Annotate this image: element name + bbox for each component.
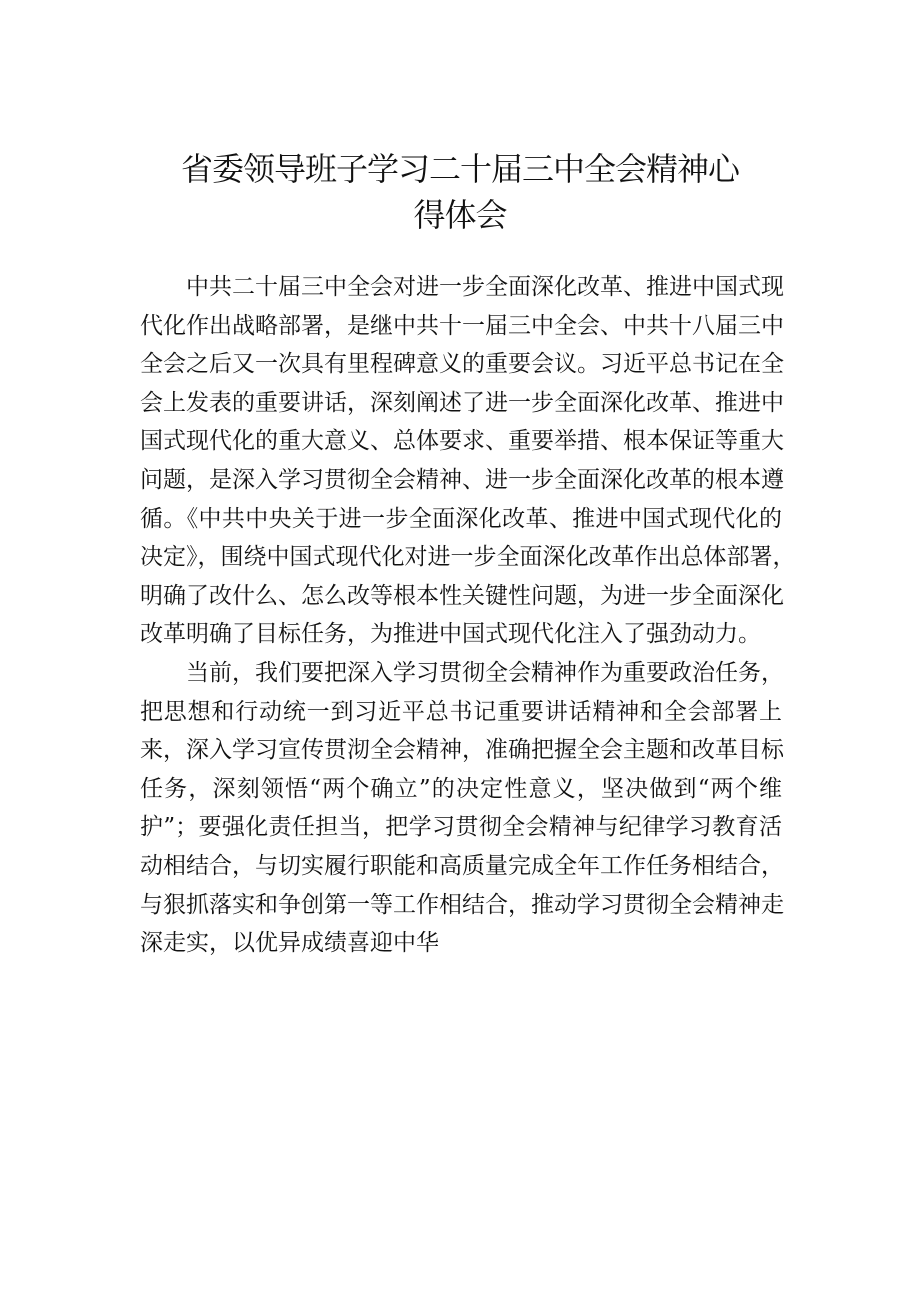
text-line: 中共二十届三中全会对进一步全面深化改革、推进中国式现 (186, 274, 784, 300)
text-line: 循。《中共中央关于进一步全面深化改革、推进中国式现代化的 (140, 505, 782, 532)
paragraph-1 (140, 268, 796, 654)
text-line: 全会之后又一次具有里程碑意义的重要会议。习近平总书记在全 (140, 351, 784, 378)
text-line: 决定》，围绕中国式现代化对进一步全面深化改革作出总体部署， (140, 544, 796, 571)
title-line: 省委领导班子学习二十届三中全会精神心 (180, 150, 739, 188)
text-line: 任务，深刻领悟“两个确立”的决定性意义，坚决做到“两个维 (140, 775, 782, 802)
text-line: 当前，我们要把深入学习贯彻全会精神作为重要政治任务， (186, 659, 784, 686)
text-line: 动相结合，与切实履行职能和高质量完成全年工作任务相结合， (140, 852, 784, 879)
text-line: 改革明确了目标任务，为推进中国式现代化注入了强劲动力。 (140, 621, 761, 648)
text-line: 代化作出战略部署，是继中共十一届三中全会、中共十八届三中 (140, 312, 784, 339)
text-line: 护”；要强化责任担当，把学习贯彻全会精神与纪律学习教育活 (140, 814, 782, 841)
text-line: 问题，是深入学习贯彻全会精神、进一步全面深化改革的根本遵 (140, 466, 784, 493)
document-body (140, 268, 796, 963)
text-line: 与狠抓落实和争创第一等工作相结合，推动学习贯彻全会精神走 (140, 891, 784, 918)
document-title (140, 146, 780, 238)
text-line: 把思想和行动统一到习近平总书记重要讲话精神和全会部署上 (140, 698, 782, 725)
title-line: 得体会 (413, 196, 507, 234)
text-line: 会上发表的重要讲话，深刻阐述了进一步全面深化改革、推进中 (140, 389, 784, 416)
text-line: 来，深入学习宣传贯沏全会精神，准确把握全会主题和改革目标 (140, 737, 784, 764)
paragraph-2 (140, 654, 782, 963)
text-line: 明确了改什么、怎么改等根本性关键性问题，为进一步全面深化 (140, 582, 784, 609)
text-line: 国式现代化的重大意义、总体要求、重要举措、根本保证等重大 (140, 428, 784, 455)
text-line: 深走实，以优异成绩喜迎中华 (140, 930, 439, 957)
